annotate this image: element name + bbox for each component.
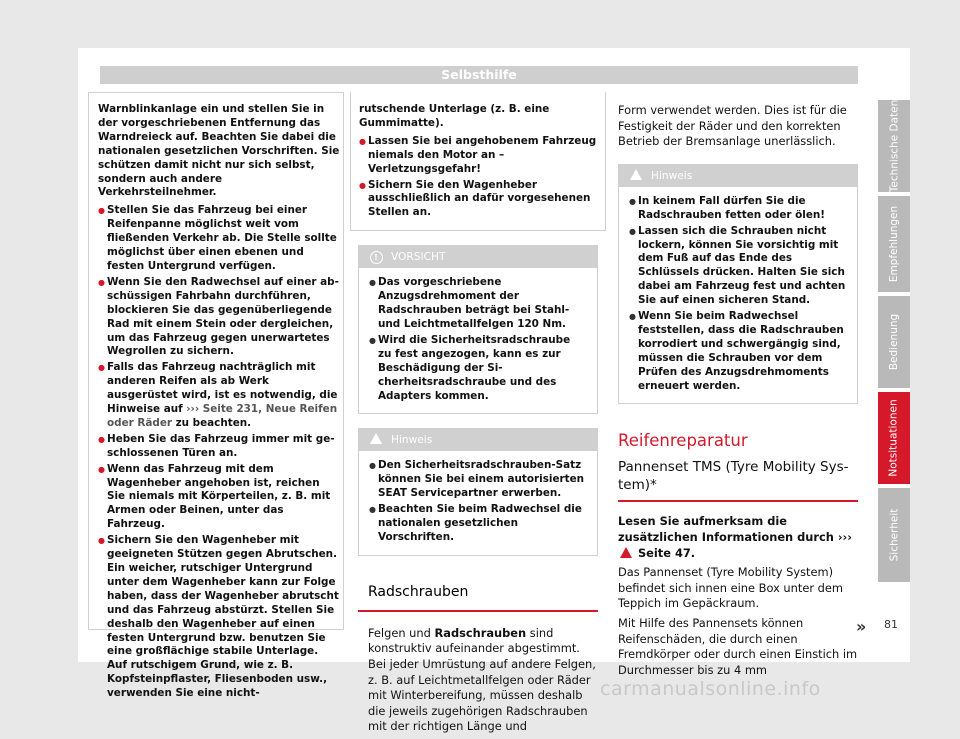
para-text: Felgen und (368, 625, 435, 640)
warning-bullet: ● Wenn Sie den Radwechsel auf einer abschüssigen Fahrbahn durchführen, blockieren Sie das gegenüberliegende Rad mit einem Stein oder dergleichen, um das Fahrzeug gegen unerwartetes Wegrollen zu sichern. (98, 276, 340, 359)
hinweis-box (358, 428, 598, 555)
bullet-text: zu beachten. (172, 416, 252, 429)
tab-label: Sicherheit (888, 508, 901, 562)
caution-circle-icon: ! (369, 246, 383, 268)
hinweis-box (618, 164, 858, 405)
paragraph: Mit Hilfe des Pannensets können Reifenschäden, die durch einen Fremdkörper oder durch einen Einstich im Durchmesser bis zu 4 mm (618, 615, 858, 677)
hinweis-body (619, 187, 857, 404)
warning-triangle-icon (620, 547, 632, 558)
page-ref-link[interactable]: ››› Seite 231, Neue Reifen oder Räder (107, 403, 338, 429)
para-bold: Radschrauben (434, 625, 527, 640)
hinweis-bullet: ● Wenn Sie beim Radwechsel feststellen, dass die Radschrauben korrodiert und schwergängig sind, müssen die Schrauben vor dem Prüfen des Anzugsdrehmoments erneuert werden. (629, 310, 847, 393)
vorsicht-body (359, 268, 597, 413)
section-title-reifenreparatur: Reifenreparatur (618, 431, 748, 451)
vorsicht-bullet: ● Wird die Sicherheitsradschraube zu fest angezogen, kann es zur Beschädigung der Sicherheitsradschraube und des Adapters kommen. (369, 334, 587, 404)
warning-bullet: ● Lassen Sie bei angehobenem Fahrzeug niemals den Motor an – Verletzungsgefahr! (359, 135, 597, 177)
page-header: Selbsthilfe (100, 66, 858, 84)
tab-label: Notsituationen (888, 399, 900, 477)
tab-bedienung[interactable] (878, 296, 910, 388)
tab-label: Bedienung (888, 313, 900, 371)
info-triangle-icon (629, 165, 643, 187)
section-divider (358, 610, 598, 612)
warning-bullet: ● Heben Sie das Fahrzeug immer mit geschlossenen Türen an. (98, 433, 340, 461)
hinweis-bullet: ● Lassen sich die Schrauben nicht lockern, können Sie vorsichtig mit dem Fuß auf das Ende des Schlüssels drücken. Halten Sie sich dabei am Fahrzeug fest und achten Sie auf einen sicheren Stand. (629, 225, 847, 308)
reference-line (618, 514, 858, 561)
tab-technische-daten[interactable] (878, 100, 910, 192)
hinweis-title: Hinweis (391, 434, 433, 447)
paragraph: Form verwendet werden. Dies ist für die Festigkeit der Räder und den korrekten Betrieb der Bremsanlage unerlässlich. (618, 103, 847, 149)
hinweis-body (359, 451, 597, 554)
page-number: 81 (884, 618, 898, 631)
tab-label: Technische Daten (888, 99, 901, 193)
hinweis-bullet: ● In keinem Fall dürfen Sie die Radschrauben fetten oder ölen! (629, 195, 847, 223)
paragraph (358, 626, 598, 735)
column-2 (358, 103, 598, 739)
info-triangle-icon (369, 429, 383, 451)
warning-bullet (98, 361, 340, 431)
section-title: Radschrauben (368, 583, 469, 600)
para-text: sind konstruktiv aufeinander abgestimmt. Bei jeder Umrüstung auf andere Felgen, z. B. auf Leichtmetallfelgen oder Räder mit Winterbereifung, müssen deshalb die jeweils zugehörigen Radschrauben mit der richtigen Länge und (368, 625, 596, 734)
warning-bullet: ● Wenn das Fahrzeug mit dem Wagenheber angehoben ist, reichen Sie niemals mit Körperteilen, z. B. mit Armen oder Beinen, unter das Fahrzeug. (98, 463, 340, 533)
ref-arrows[interactable]: ››› (837, 529, 852, 544)
vorsicht-header (359, 246, 597, 268)
tab-sicherheit[interactable] (878, 488, 910, 582)
tab-label: Empfehlungen (888, 205, 901, 283)
vorsicht-bullet: ● Das vorgeschriebene Anzugsdrehmoment der Radschrauben beträgt bei Stahl- und Leichtmetallfelgen 120 Nm. (369, 276, 587, 332)
continued-marker: » (856, 617, 867, 636)
paragraph: Das Pannenset (Tyre Mobility System) befindet sich innen eine Box unter dem Teppich im Gepäckraum. (618, 565, 843, 611)
tab-empfehlungen[interactable] (878, 196, 910, 292)
hinweis-bullet: ● Beachten Sie beim Radwechsel die nationalen gesetzlichen Vorschriften. (369, 503, 587, 545)
ref-text: . (690, 545, 696, 560)
section-heading-radschrauben (358, 583, 598, 610)
warning-continuation-box (350, 92, 606, 231)
hinweis-title: Hinweis (651, 169, 693, 182)
tab-notsituationen[interactable] (878, 392, 910, 484)
warning-intro: Warnblinkanlage ein und stellen Sie in der vorgeschriebenen Entfernung das Warndreieck auf. Beachten Sie dabei die nationalen gesetzlichen Vorschriften. Sie schützen damit nicht nur sich selbst, sondern auch andere Verkehrsteilnehmer. (98, 103, 340, 199)
vorsicht-title: VORSICHT (391, 251, 446, 264)
warning-bullet: ● Sichern Sie den Wagenheber mit geeigneten Stützen gegen Abrutschen. Ein weicher, rutschiger Untergrund unter dem Wagenheber kann zur Folge haben, dass der Wagenheber abrutscht und das Fahrzeug abstürzt. Stellen Sie deshalb den Wagenheber auf einen festen Untergrund bzw. benutzen Sie eine großflächige stabile Unterlage. Auf rutschigem Grund, wie z. B. Kopfsteinpflaster, Fliesenboden usw., verwenden Sie eine nicht- (98, 534, 340, 701)
hinweis-bullet: ● Den Sicherheitsradschrauben-Satz können Sie bei einem autorisierten SEAT Servicepartner erwerben. (369, 459, 587, 501)
vorsicht-box (358, 245, 598, 414)
bullet-text: Falls das Fahrzeug nachträglich mit anderen Reifen als ab Werk ausgerüstet wird, ist es notwendig, die Hinweise auf (107, 361, 338, 416)
warning-bullet: ● Sichern Sie den Wagenheber ausschließlich an dafür vorgesehenen Stellen an. (359, 179, 597, 221)
page-ref-link[interactable]: Seite 47 (637, 545, 691, 560)
watermark: carmanualsonline.info (600, 678, 821, 700)
ref-text: Lesen Sie aufmerksam die zusätzlichen Informationen durch (618, 514, 838, 544)
warning-bullet: ● Stellen Sie das Fahrzeug bei einer Reifenpanne möglichst weit vom fließenden Verkehr ab. Die Stelle sollte möglichst über einen ebenen und festen Untergrund verfügen. (98, 204, 340, 274)
hinweis-header (619, 165, 857, 187)
warning-continuation: rutschende Unterlage (z. B. eine Gummimatte). (359, 103, 550, 129)
subsection-title: Pannenset TMS (Tyre Mobility System)* (618, 458, 858, 502)
column-1 (98, 103, 340, 703)
hinweis-header (359, 429, 597, 451)
column-3 (618, 103, 858, 682)
